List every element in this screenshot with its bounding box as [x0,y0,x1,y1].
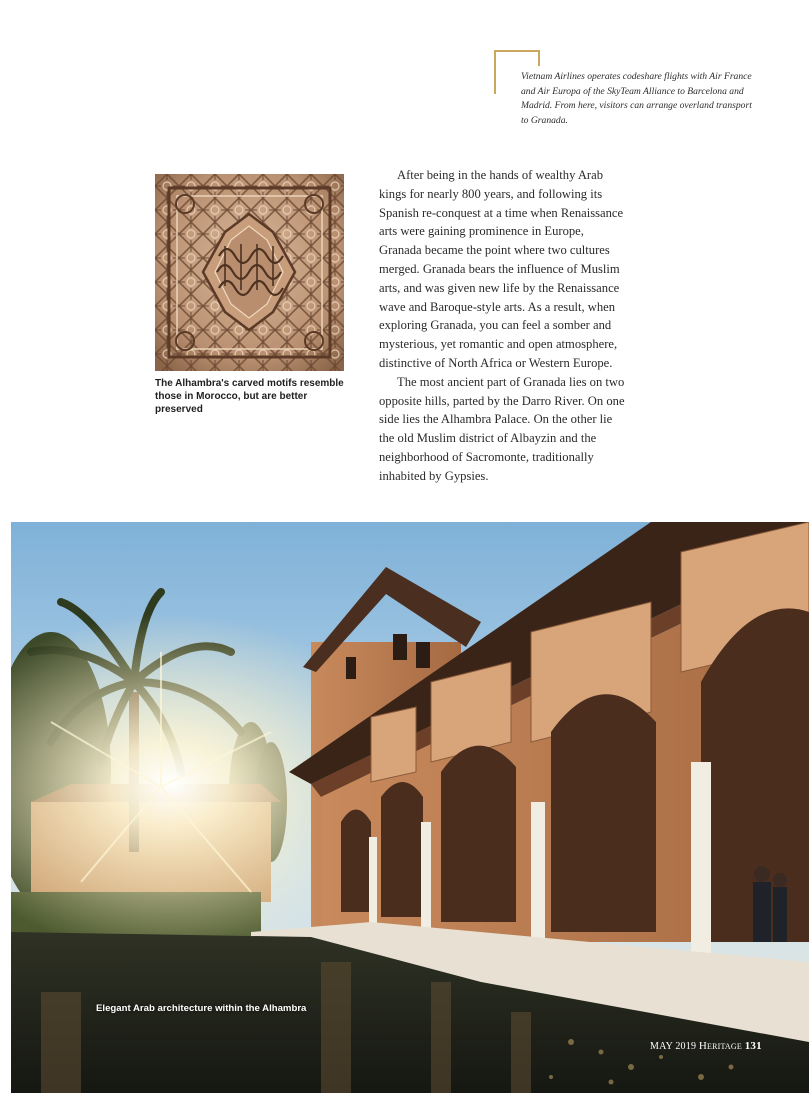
article-paragraph: The most ancient part of Granada lies on two opposite hills, parted by the Darro River. On one side lies the Alhambra Palace. On the other lie the old Muslim district of Albayzin and the neighborhood of Sacromonte, traditionally inhabited by Gypsies. [379,374,625,483]
sidebar-note-text: Vietnam Airlines operates codeshare flights with Air France and Air Europa of the SkyTeam Alliance to Barcelona and Madrid. From here, visitors can arrange overland transport to Granada. [521,71,752,126]
carved-motif-photo [155,174,344,371]
issue-date: MAY 2019 [650,1041,697,1052]
magazine-name: Heritage [698,1040,742,1052]
hero-photo-caption: Elegant Arab architecture within the Alhambra [96,1003,307,1014]
page-folio [650,1040,762,1052]
sidebar-note [494,50,754,130]
page-number: 131 [744,1040,762,1052]
carved-motif-image [155,174,344,371]
inset-photo-caption: The Alhambra's carved motifs resemble those in Morocco, but are better preserved [155,378,344,415]
article-paragraph: After being in the hands of wealthy Arab kings for nearly 800 years, and following its Spanish re-conquest at a time when Renaissance arts were gaining prominence in Europe, Granada became the point where two cultures merged. Granada bears the influence of Muslim arts, and was given new life by the Renaissance wave and Baroque-style arts. As a result, when exploring Granada, you can feel a somber and mysterious, yet romantic and open atmosphere, distinctive of North Africa or Western Europe. [379,168,624,370]
article-body [379,166,627,486]
